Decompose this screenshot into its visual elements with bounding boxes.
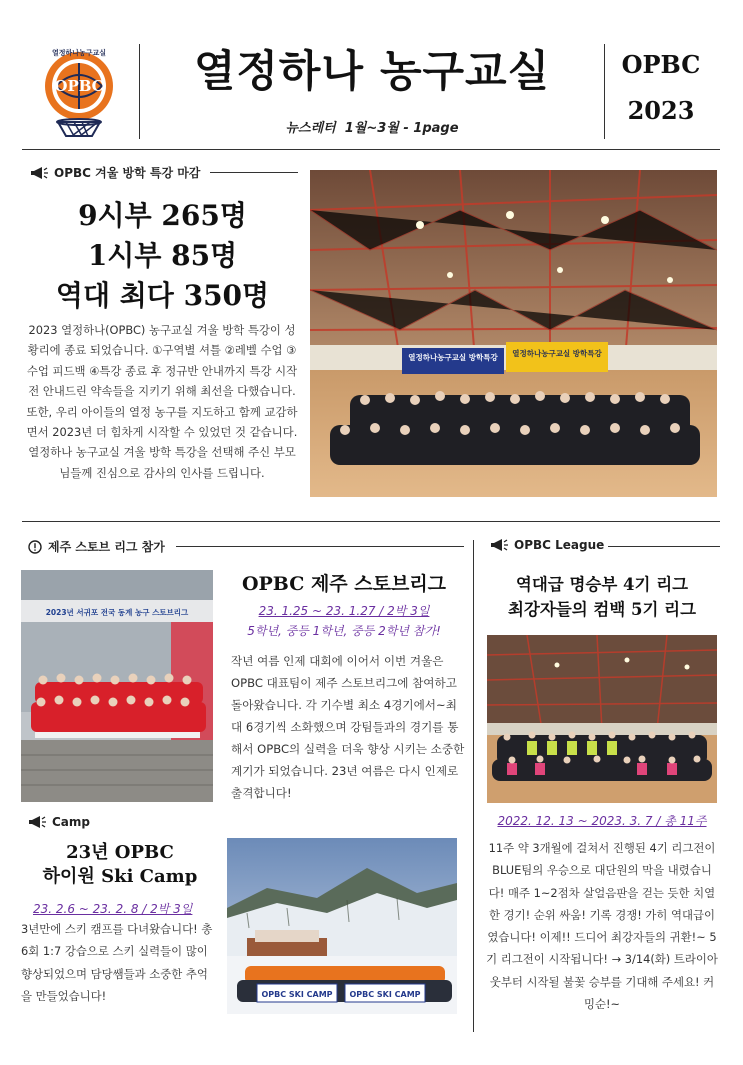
- winter-banner-2: 열정하나농구교실 방학특강: [512, 349, 602, 358]
- camp-section-label: [28, 815, 90, 829]
- logo: [28, 44, 130, 140]
- winter-headline-2: 1시부 85명: [87, 239, 238, 272]
- winter-body: 2023 열정하나(OPBC) 농구교실 겨울 방학 특강이 성황리에 종료 되었습니다. ①구역별 셔틀 ②레벨 수업 ③수업 피드백 ④특강 종료 후 정규반 안내까지 특강 시작전 안내드린 약속들을 지키기 위해 최선을 다했습니다. 또한, 우리 아이들의 열정 농구를 지도하고 함께 교감하면서 2023년 더 힘차게 시작할 수 있었던 것 같습니다. 열정하나 농구교실 겨울 방학 특강을 선택해 주신 부모님들께 진심으로 감사의 인사를 드립니다.: [26, 323, 298, 480]
- league-body: 11주 약 3개월에 걸쳐서 진행된 4기 리그전이 BLUE팀의 우승으로 대단원의 막을 내렸습니다! 매주 1~2점차 살얼음판을 걷는 듯한 치열한 경기! 순위 싸움! 기록 경쟁! 가히 역대급이였습니다! 이제!! 드디어 최강자들의 귀환!~ 5기 리그전이 시작됩니다! → 3/14(화) 트라이아웃부터 시작될 불꽃 승부를 기대해 주세요! 커밍순!~: [486, 841, 718, 1012]
- jeju-team-photo: [21, 570, 213, 802]
- header-divider-right: [604, 44, 605, 139]
- winter-section-label: [30, 164, 200, 181]
- megaphone-icon: [30, 167, 48, 179]
- alert-icon: [28, 540, 42, 554]
- league-title-2: 최강자들의 컴백 5기 리그: [507, 600, 697, 619]
- header: [0, 0, 743, 150]
- league-date: 2022. 12. 13 ~ 2023. 3. 7 / 총 11주: [497, 814, 707, 828]
- jeju-participants: 5학년, 중등 1학년, 중등 2학년 참가!: [247, 624, 441, 638]
- year: 2023: [627, 96, 695, 125]
- ski-banner-2: OPBC SKI CAMP: [349, 990, 421, 999]
- winter-section-title: OPBC 겨울 방학 특강 마감: [54, 166, 201, 180]
- jeju-photo-banner: 2023년 서귀포 전국 동계 농구 스토브리그: [45, 608, 189, 617]
- newsletter-subtitle: 뉴스레터 1월~3월 - 1page: [285, 121, 459, 136]
- winter-group-photo: [310, 170, 717, 497]
- league-group-photo: [487, 635, 717, 803]
- camp-title-2: 하이원 Ski Camp: [42, 866, 198, 887]
- winter-bottom-rule: [22, 521, 720, 522]
- camp-date: 23. 2.6 ~ 23. 2. 8 / 2박 3일: [33, 902, 193, 916]
- jeju-label-rule: [176, 546, 464, 547]
- camp-title-1: 23년 OPBC: [66, 842, 174, 863]
- league-title-1: 역대급 명승부 4기 리그: [515, 575, 689, 594]
- winter-headline-1: 9시부 265명: [78, 199, 247, 232]
- league-section-title: OPBC League: [514, 538, 605, 552]
- winter-banner-1: 열정하나농구교실 방학특강: [408, 353, 498, 362]
- megaphone-icon: [28, 816, 46, 828]
- jeju-title: OPBC 제주 스토브리그: [241, 573, 447, 595]
- winter-label-rule: [210, 172, 298, 173]
- header-bottom-rule: [22, 149, 720, 150]
- jeju-section-label: [28, 538, 165, 555]
- column-divider: [473, 540, 474, 1032]
- camp-body: 3년만에 스키 캠프를 다녀왔습니다! 총 6회 1:7 강습으로 스키 실력들이 많이 향상되었으며 담당쌤들과 소중한 추억을 만들었습니다!: [21, 922, 213, 1003]
- logo-ring-text: 열정하나농구교실: [51, 49, 107, 57]
- page-title: 열정하나 농구교실: [193, 47, 551, 97]
- ski-banner-1: OPBC SKI CAMP: [261, 990, 333, 999]
- jeju-date: 23. 1.25 ~ 23. 1.27 / 2박 3일: [258, 604, 430, 618]
- jeju-section-title: 제주 스토브 리그 참가: [48, 540, 165, 554]
- org-name: OPBC: [621, 50, 701, 79]
- logo-text: OPBC: [54, 77, 104, 95]
- league-label-rule: [608, 546, 720, 547]
- ski-camp-photo: [227, 838, 457, 1014]
- camp-section-title: Camp: [52, 815, 90, 829]
- jeju-body: 작년 여름 인제 대회에 이어서 이번 겨울은 OPBC 대표팀이 제주 스토브리그에 참여하고 돌아왔습니다. 각 기수별 최소 4경기에서~최대 6경기씩 소화했으며 강팀들과의 경기를 통해서 OPBC의 실력을 더욱 향상 시키는 소중한 계기가 되었습니다. 23년 여름은 다시 인제로 출격합니다!: [231, 654, 465, 800]
- league-section-label: [490, 538, 604, 552]
- winter-headline-3: 역대 최다 350명: [55, 279, 270, 312]
- megaphone-icon: [490, 539, 508, 551]
